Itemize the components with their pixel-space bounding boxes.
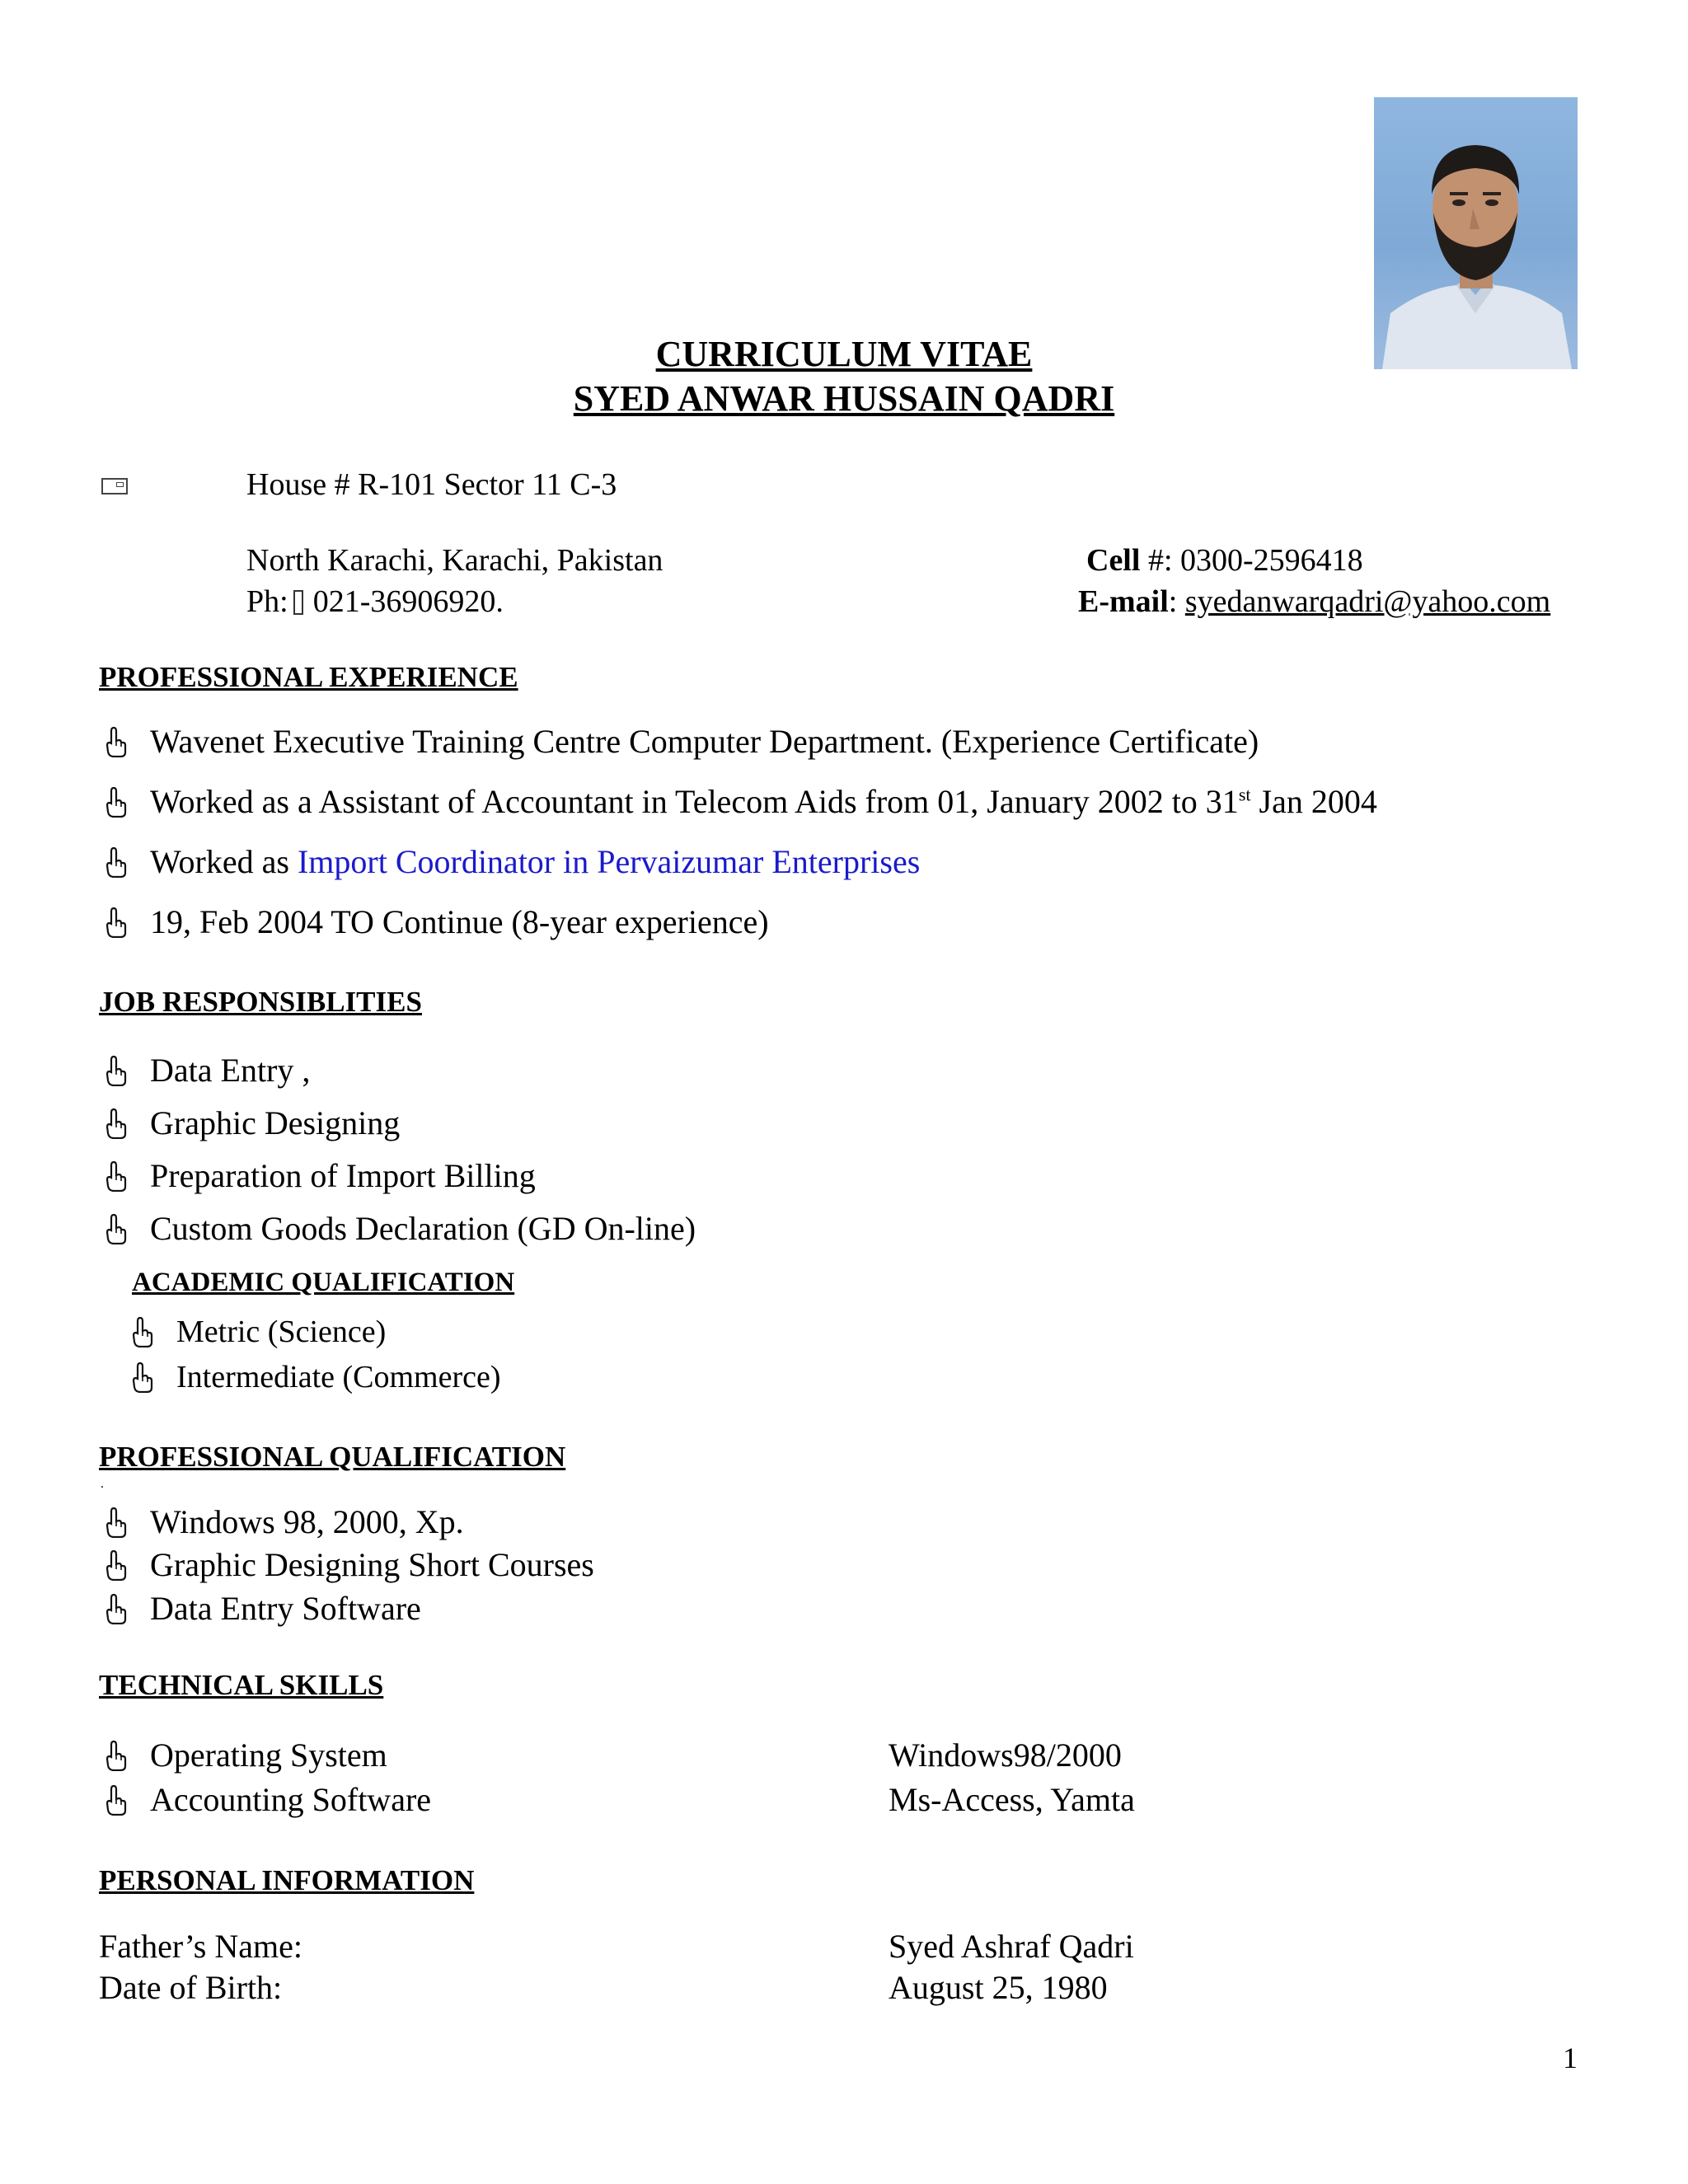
skill-value: Ms-Access, Yamta bbox=[889, 1781, 1135, 1818]
phone-value: 021-36906920. bbox=[312, 584, 504, 619]
hand-bullet-icon bbox=[106, 1549, 127, 1581]
phone-label: Ph: bbox=[246, 584, 288, 619]
list-item: Worked as Import Coordinator in Pervaizumar Enterprises bbox=[106, 842, 920, 881]
document-title: CURRICULUM VITAE bbox=[655, 334, 1033, 374]
personal-label: Date of Birth: bbox=[99, 1969, 283, 2006]
hand-bullet-icon bbox=[106, 1740, 127, 1771]
email-label: E-mail bbox=[1078, 584, 1169, 619]
list-item: Wavenet Executive Training Centre Computer Department. (Experience Certificate) bbox=[106, 722, 1259, 761]
list-item: Data Entry , bbox=[106, 1051, 310, 1090]
personal-value: Syed Ashraf Qadri bbox=[889, 1928, 1134, 1965]
section-heading-personal-information: PERSONAL INFORMATION bbox=[99, 1864, 475, 1896]
address-icon bbox=[101, 478, 128, 494]
profile-photo bbox=[1374, 97, 1578, 369]
hand-bullet-icon bbox=[106, 846, 127, 878]
candidate-name: SYED ANWAR HUSSAIN QADRI bbox=[573, 378, 1115, 419]
skill-row bbox=[106, 1736, 387, 1774]
phone-icon bbox=[293, 590, 303, 615]
section-heading-technical-skills: TECHNICAL SKILLS bbox=[99, 1669, 384, 1701]
hand-bullet-icon bbox=[106, 1593, 127, 1624]
hand-bullet-icon bbox=[106, 1160, 127, 1192]
hand-bullet-icon bbox=[106, 1784, 127, 1816]
phone-line bbox=[246, 583, 504, 620]
skill-label: Operating System bbox=[150, 1736, 387, 1774]
hand-bullet-icon bbox=[132, 1316, 153, 1347]
cell-value: #: 0300-2596418 bbox=[1140, 543, 1363, 578]
hand-bullet-icon bbox=[106, 786, 127, 818]
address-line-2: North Karachi, Karachi, Pakistan bbox=[246, 543, 663, 578]
hand-bullet-icon bbox=[132, 1361, 153, 1393]
stray-marker: . bbox=[101, 1477, 104, 1491]
email-link[interactable]: syedanwarqadri@yahoo.com bbox=[1184, 584, 1551, 619]
section-heading-professional-qualification: PROFESSIONAL QUALIFICATION bbox=[99, 1441, 566, 1473]
list-item: 19, Feb 2004 TO Continue (8-year experience) bbox=[106, 902, 769, 941]
list-item: Data Entry Software bbox=[106, 1589, 421, 1628]
list-item: Worked as a Assistant of Accountant in Telecom Aids from 01, January 2002 to 31st Jan 2004 bbox=[106, 782, 1377, 821]
hand-bullet-icon bbox=[106, 726, 127, 757]
hand-bullet-icon bbox=[106, 1213, 127, 1244]
cell-line bbox=[1086, 542, 1363, 579]
personal-label: Father’s Name: bbox=[99, 1928, 302, 1965]
hand-bullet-icon bbox=[106, 907, 127, 938]
list-item: Graphic Designing bbox=[106, 1104, 400, 1142]
highlighted-position: Import Coordinator in Pervaizumar Enterprises bbox=[297, 843, 921, 880]
skill-value: Windows98/2000 bbox=[889, 1736, 1122, 1774]
hand-bullet-icon bbox=[106, 1108, 127, 1139]
list-item: Metric (Science) bbox=[132, 1314, 386, 1350]
page-number: 1 bbox=[1563, 2041, 1578, 2074]
cell-label: Cell bbox=[1086, 543, 1141, 578]
skill-row bbox=[106, 1780, 431, 1819]
address-line-1: House # R-101 Sector 11 C-3 bbox=[246, 467, 617, 502]
list-item: Graphic Designing Short Courses bbox=[106, 1545, 594, 1584]
list-item: Intermediate (Commerce) bbox=[132, 1359, 501, 1395]
section-heading-academic-qualification: ACADEMIC QUALIFICATION bbox=[132, 1268, 515, 1297]
hand-bullet-icon bbox=[106, 1507, 127, 1538]
email-separator: : bbox=[1168, 584, 1185, 619]
personal-value: August 25, 1980 bbox=[889, 1969, 1108, 2006]
list-item: Custom Goods Declaration (GD On-line) bbox=[106, 1209, 696, 1248]
section-heading-professional-experience: PROFESSIONAL EXPERIENCE bbox=[99, 661, 518, 693]
skill-label: Accounting Software bbox=[150, 1781, 432, 1818]
list-item: Preparation of Import Billing bbox=[106, 1156, 536, 1195]
hand-bullet-icon bbox=[106, 1055, 127, 1086]
section-heading-job-responsibilities: JOB RESPONSIBLITIES bbox=[99, 986, 422, 1018]
email-line bbox=[1078, 583, 1550, 620]
list-item: Windows 98, 2000, Xp. bbox=[106, 1502, 464, 1541]
person-portrait-icon bbox=[1374, 97, 1578, 369]
